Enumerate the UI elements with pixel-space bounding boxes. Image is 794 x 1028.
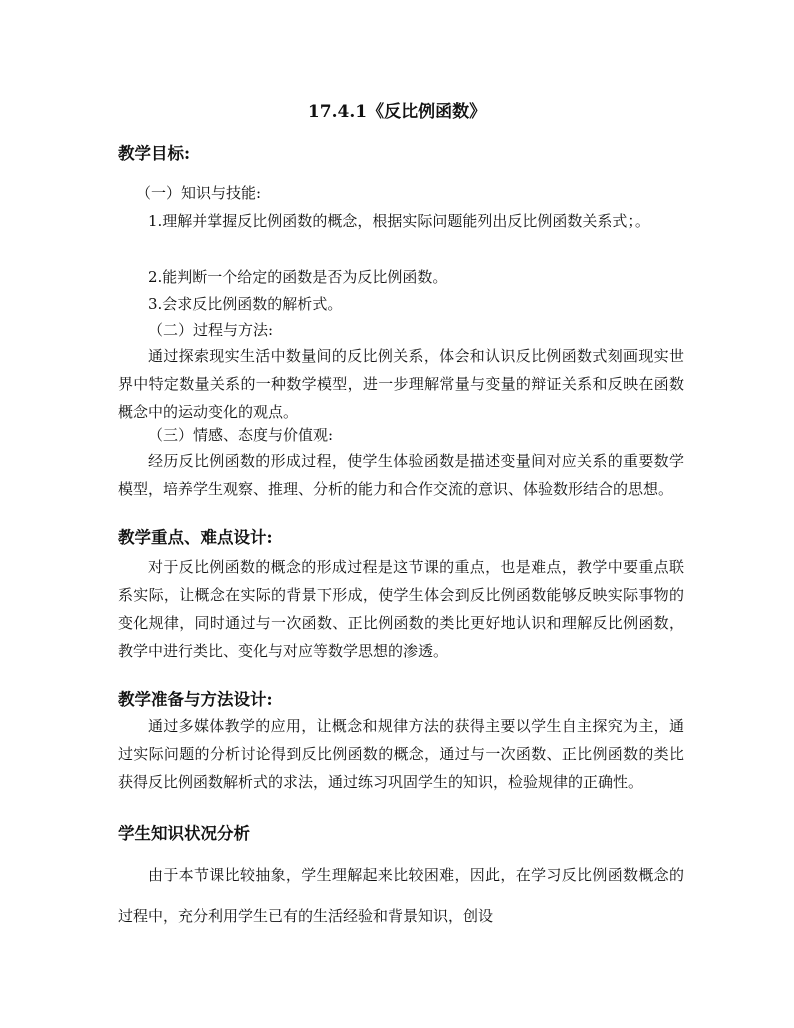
heading-student-analysis: 学生知识状况分析 (118, 824, 250, 843)
key-points-text: 对于反比例函数的概念的形成过程是这节课的重点，也是难点，教学中要重点联系实际，让概念在实际的背景下形成，使学生体会到反比例函数能够反映实际事物的变化规律，同时通过与一次函数、正比例函数的类比更好地认识和理解反比例函数，教学中进行类比、变化与对应等数学思想的渗透。 (118, 558, 684, 660)
process-method-text: 通过探索现实生活中数量间的反比例关系，体会和认识反比例函数式刻画现实世界中特定数量关系的一种数学模型，进一步理解常量与变量的辩证关系和反映在函数概念中的运动变化的观点。 (118, 347, 684, 421)
heading-preparation-method: 教学准备与方法设计: (118, 690, 273, 709)
student-analysis-text: 由于本节课比较抽象，学生理解起来比较困难，因此，在学习反比例函数概念的过程中，充分利用学生已有的生活经验和背景知识，创设 (118, 866, 684, 925)
heading-teaching-objectives: 教学目标: (118, 144, 191, 163)
objective-item-3: 3.会求反比例函数的解析式。 (148, 295, 343, 313)
subheading-attitude-values: （三）情感、态度与价值观: (148, 426, 334, 444)
subheading-process-method: （二）过程与方法: (148, 321, 274, 339)
objective-item-1: 1.理解并掌握反比例函数的概念，根据实际问题能列出反比例函数关系式；。 (148, 212, 650, 230)
preparation-text: 通过多媒体教学的应用，让概念和规律方法的获得主要以学生自主探究为主，通过实际问题的分析讨论得到反比例函数的概念，通过与一次函数、正比例函数的类比获得反比例函数解析式的求法，通过练习巩固学生的知识，检验规律的正确性。 (118, 717, 684, 791)
objective-item-2: 2.能判断一个给定的函数是否为反比例函数。 (148, 268, 448, 286)
document-title: 17.4.1《反比例函数》 (307, 102, 487, 122)
heading-key-difficult-points: 教学重点、难点设计: (118, 528, 273, 547)
attitude-values-text: 经历反比例函数的形成过程，使学生体验函数是描述变量间对应关系的重要数学模型，培养学生观察、推理、分析的能力和合作交流的意识、体验数形结合的思想。 (118, 452, 684, 498)
subheading-knowledge-skills: （一）知识与技能: (136, 184, 262, 202)
